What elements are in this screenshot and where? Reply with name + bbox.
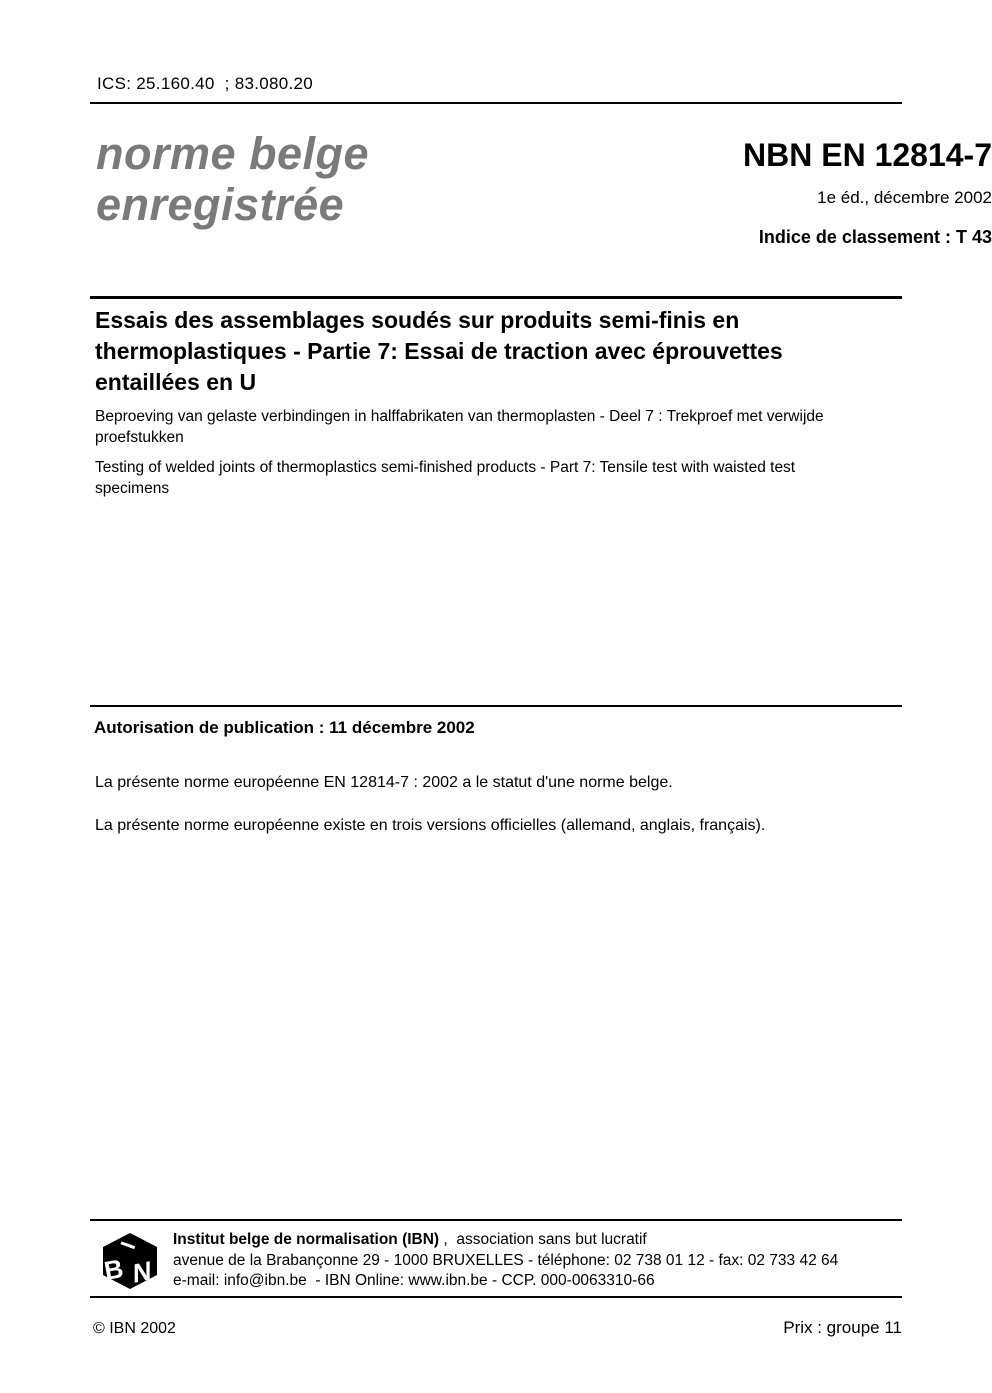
ics-codes: ICS: 25.160.40 ; 83.080.20 <box>97 74 314 93</box>
footer-top-divider <box>90 1219 902 1221</box>
publisher-block <box>173 1230 838 1292</box>
title-divider <box>90 296 902 299</box>
title-english-line1: Testing of welded joints of thermoplastics semi-finished products - Part 7: Tensile test with waisted test <box>95 459 796 476</box>
logo-letter-n: N <box>133 1254 152 1290</box>
status-paragraph: La présente norme européenne EN 12814-7 : 2002 a le statut d'une norme belge. <box>95 774 673 791</box>
classification-index: Indice de classement : T 43 <box>758 227 992 247</box>
title-french-line1: Essais des assemblages soudés sur produits semi-finis en <box>95 307 740 333</box>
authorization-divider <box>90 705 902 707</box>
logo-letter-i: I <box>115 1238 139 1252</box>
title-french-line3: entaillées en U <box>95 369 257 395</box>
footer-bottom-divider <box>90 1296 902 1298</box>
publisher-name-line <box>173 1230 838 1251</box>
standard-number: NBN EN 12814-7 <box>743 137 992 173</box>
publisher-name-suffix: , association sans but lucratif <box>439 1231 647 1248</box>
publisher-address: avenue de la Brabançonne 29 - 1000 BRUXELLES - téléphone: 02 738 01 12 - fax: 02 733 42 64 <box>173 1251 839 1269</box>
publisher-name: Institut belge de normalisation (IBN) <box>173 1231 440 1248</box>
edition-date: 1e éd., décembre 2002 <box>817 188 992 207</box>
title-dutch-line1: Beproeving van gelaste verbindingen in halffabrikaten van thermoplasten - Deel 7 : Trekproef met verwijde <box>95 408 824 425</box>
logo-letter-b: B <box>101 1253 126 1286</box>
authorization-statement: Autorisation de publication : 11 décembre 2002 <box>94 718 475 737</box>
document-type-line1: norme belge <box>96 128 370 179</box>
price-group: Prix : groupe 11 <box>783 1318 902 1337</box>
header-divider <box>90 102 902 104</box>
title-english <box>95 457 795 499</box>
title-dutch <box>95 406 824 448</box>
title-french <box>95 305 783 398</box>
document-type-heading <box>96 128 369 230</box>
publisher-contact: e-mail: info@ibn.be - IBN Online: www.ibn.be - CCP. 000-0063310-66 <box>173 1272 655 1289</box>
title-french-line2: thermoplastiques - Partie 7: Essai de traction avec éprouvettes <box>95 338 783 364</box>
title-dutch-line2: proefstukken <box>95 429 184 446</box>
copyright-notice: © IBN 2002 <box>93 1320 176 1337</box>
title-english-line2: specimens <box>95 480 170 497</box>
document-type-line2: enregistrée <box>96 179 345 230</box>
ibn-logo-cube-icon <box>98 1231 162 1293</box>
versions-paragraph: La présente norme européenne existe en trois versions officielles (allemand, anglais, français). <box>95 817 766 834</box>
